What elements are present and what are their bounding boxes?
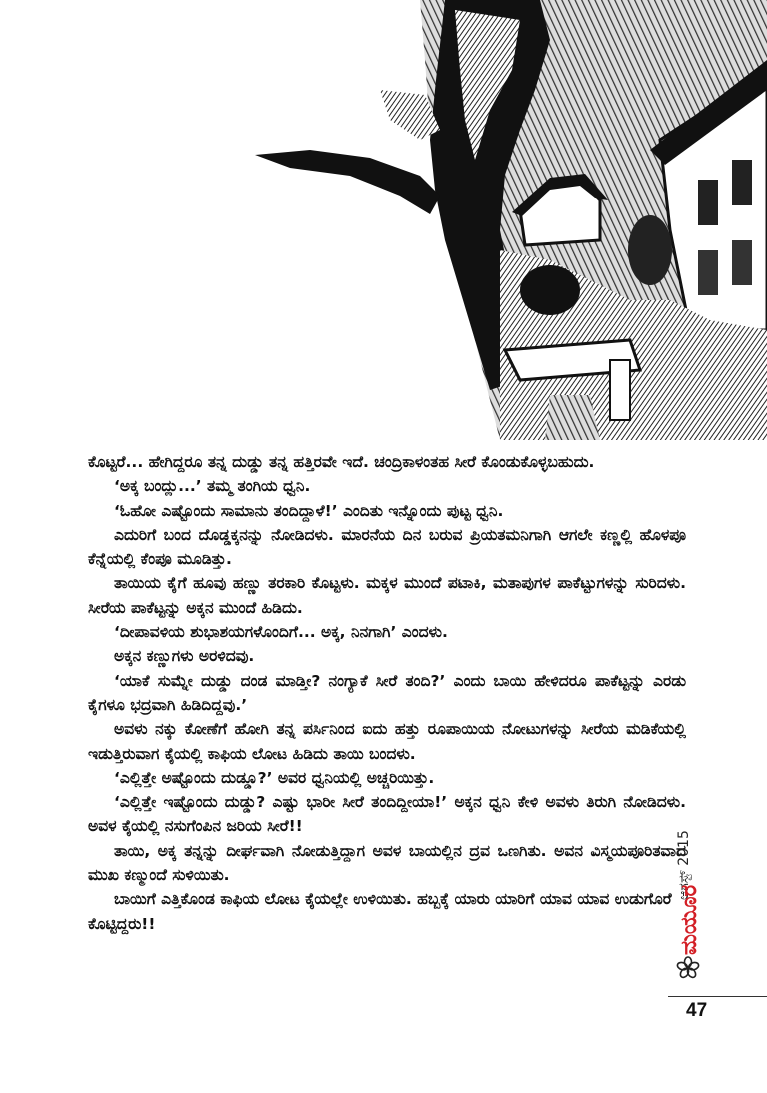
paragraph: ‘ಎಲ್ಲಿತ್ತೇ ಅಷ್ಟೊಂದು ದುಡ್ಡೂ?’ ಅವರ ಧ್ವನಿಯಲ್ಲಿ ಅಚ್ಚರಿಯಿತ್ತು.: [114, 768, 435, 787]
paragraph: ‘ಎಲ್ಲಿತ್ತೇ ಇಷ್ಟೊಂದು ದುಡ್ಡು? ಎಷ್ಟು ಭಾರೀ ಸೀರೆ ತಂದಿದ್ದೀಯಾ!’ ಅಕ್ಕನ ಧ್ವನಿ ಕೇಳಿ ಅವಳು ತಿರುಗಿ ನೋಡಿದಳು. ಅವಳ ಕೈಯಲ್ಲಿ ನಸುಗೆಂಪಿನ ಜರಿಯ ಸೀರೆ!!: [88, 793, 686, 836]
paragraph: ‘ಓಹೋ ಎಷ್ಟೊಂದು ಸಾಮಾನು ತಂದಿದ್ದಾಳೆ!’ ಎಂದಿತು ಇನ್ನೊಂದು ಪುಟ್ಟ ಧ್ವನಿ.: [114, 501, 504, 520]
paragraph: ತಾಯಿ, ಅಕ್ಕ ತನ್ನನ್ನು ದೀರ್ಘವಾಗಿ ನೋಡುತ್ತಿದ್ದಾಗ ಅವಳ ಬಾಯಲ್ಲಿನ ದ್ರವ ಒಣಗಿತು. ಅವನ ವಿಸ್ಮಯಪೂರಿತವಾದ ಮುಖ ಕಣ್ಮುಂದೆ ಸುಳಿಯಿತು.: [88, 841, 686, 885]
paragraph: ‘ದೀಪಾವಳಿಯ ಶುಭಾಶಯಗಳೊಂದಿಗೆ... ಅಕ್ಕ, ನಿನಗಾಗಿ’ ಎಂದಳು.: [114, 623, 448, 642]
magazine-brand: ಮಯೂರ: [676, 884, 702, 955]
article-body: [88, 450, 686, 936]
story-illustration: [250, 0, 767, 440]
flower-icon: [676, 956, 700, 980]
paragraph: ‘ಅಕ್ಕ ಬಂದ್ಲು...’ ತಮ್ಮ ತಂಗಿಯ ಧ್ವನಿ.: [114, 477, 311, 496]
paragraph: ಕೊಟ್ಟರೆ... ಹೇಗಿದ್ದರೂ ತನ್ನ ದುಡ್ಡು ತನ್ನ ಹತ್ತಿರವೇ ಇದೆ. ಚಂದ್ರಿಕಾಳಂತಹ ಸೀರೆ ಕೊಂಡುಕೊಳ್ಳಬಹುದು.: [88, 453, 595, 471]
paragraph: ‘ಯಾಕೆ ಸುಮ್ನೇ ದುಡ್ಡು ದಂಡ ಮಾಡ್ತೀ? ನಂಗ್ಯಾಕೆ ಸೀರೆ ತಂದಿ?’ ಎಂದು ಬಾಯಿ ಹೇಳಿದರೂ ಪಾಕೆಟ್ಟನ್ನು ಎರಡು ಕೈಗಳೂ ಭದ್ರವಾಗಿ ಹಿಡಿದಿದ್ದವು.’: [88, 671, 686, 714]
paragraph: ಅಕ್ಕನ ಕಣ್ಣುಗಳು ಅರಳಿದವು.: [114, 647, 255, 666]
footer-divider: [668, 996, 767, 997]
paragraph: ಬಾಯಿಗೆ ಎತ್ತಿಕೊಂಡ ಕಾಫಿಯ ಲೋಟ ಕೈಯಲ್ಲೇ ಉಳಿಯಿತು. ಹಬ್ಬಕ್ಕೆ ಯಾರು ಯಾರಿಗೆ ಯಾವ ಯಾವ ಉಡುಗೊರೆ ಕೊಟ್ಟಿದ್ದರು!!: [88, 890, 672, 933]
paragraph: ತಾಯಿಯ ಕೈಗೆ ಹೂವು ಹಣ್ಣು ತರಕಾರಿ ಕೊಟ್ಟಳು. ಮಕ್ಕಳ ಮುಂದೆ ಪಟಾಕಿ, ಮತಾಪುಗಳ ಪಾಕೆಟ್ಟುಗಳನ್ನು ಸುರಿದಳು. ಸೀರೆಯ ಪಾಕೆಟ್ಟನ್ನು ಅಕ್ಕನ ಮುಂದೆ ಹಿಡಿದು.: [88, 574, 686, 617]
issue-date: ಆಗಸ್ಟ್ 2015: [676, 830, 692, 900]
paragraph: ಅವಳು ನಕ್ಕು ಕೋಣೆಗೆ ಹೋಗಿ ತನ್ನ ಪರ್ಸಿನಿಂದ ಐದು ಹತ್ತು ರೂಪಾಯಿಯ ನೋಟುಗಳನ್ನು ಸೀರೆಯ ಮಡಿಕೆಯಲ್ಲಿ ಇಡುತ್ತಿರುವಾಗ ಕೈಯಲ್ಲಿ ಕಾಫಿಯ ಲೋಟ ಹಿಡಿದು ತಾಯಿ ಬಂದಳು.: [88, 720, 686, 763]
page-number: 47: [686, 1000, 708, 1021]
paragraph: ಎದುರಿಗೆ ಬಂದ ದೊಡ್ಡಕ್ಕನನ್ನು ನೋಡಿದಳು. ಮಾರನೆಯ ದಿನ ಬರುವ ಪ್ರಿಯತಮನಿಗಾಗಿ ಆಗಲೇ ಕಣ್ಣಲ್ಲಿ ಹೊಳಪೂ ಕೆನ್ನೆಯಲ್ಲಿ ಕೆಂಪೂ ಮೂಡಿತ್ತು.: [88, 525, 686, 569]
